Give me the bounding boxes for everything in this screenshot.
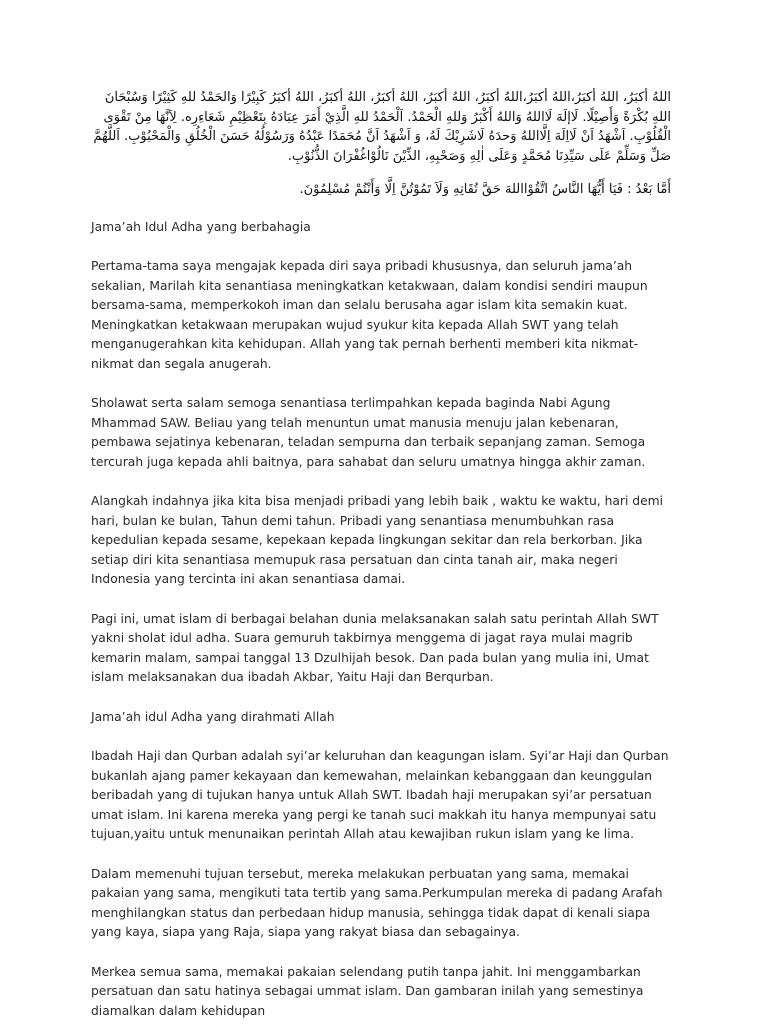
document-page [91, 88, 671, 1021]
paragraph-7: Merkea semua sama, memakai pakaian selendang putih tanpa jahit. Ini menggambarkan persatuan dan satu hatinya sebagai ummat islam. Dan gambaran inilah yang semestinya diamalkan dalam kehidupan [91, 964, 644, 1018]
arabic-opening-text: اللهُ أكبَرُ، اللهُ أكبَرُ،اللهُ أكبَرُ،اللهُ أكبَرُ، اللهُ أكبَرُ، اللهُ أكبَرُ، اللهُ أكبَرُ، اللهُ أكبَرُ كَبِيْرًا وَالحَمْدُ للهِ كَثِيْرًا وَسُبْحَانَ اللهِ بُكْرَةً وَأَصِيْلًا. لَاإلَهَ لَااللهُ وَاللهُ أَكْبَرُ وَللهِ الْحَمْدُ. اَلْحَمْدُ للهِ الَّذِيْ أَمَرَ عِبَادَهُ بِتَعْظِيْمِ شَعَاءِرِه. لِاَنَّهَا مِنْ تَقْوَى الْقُلُوْبِ. اَشْهَدُ اَنْ لَااِلَهَ اِلَّااللهُ وَحدَهُ لَاشَرِيْكَ لَهُ، وَ اَشْهَدُ اَنَّ مُحَمَدًا عَبْدُهُ وَرَسُوْلُهُ حَسَنَ الْخُلُقِ وَالْمَحْبُوْبِ. اَللَّهُمَّ صَلِّ وَسَلِّمْ عَلَى سَيِّدِنَا مُحَمَّدٍ وَعَلَى اٰلِهِ وَصَحْبِهِ، الذِّيْنَ نَالُوْاغُفْرَانَ الذُّنُوْبِ. [93, 90, 671, 164]
paragraph-6: Dalam memenuhi tujuan tersebut, mereka melakukan perbuatan yang sama, memakai pakaian yang sama, mengikuti tata tertib yang sama.Perkumpulan mereka di padang Arafah menghilangkan status dan perbedaan hidup manusia, sehingga tidak dapat di kenali siapa yang kaya, siapa yang Raja, siapa yang rakyat biasa dan sebagainya. [91, 866, 663, 939]
paragraph-3: Alangkah indahnya jika kita bisa menjadi pribadi yang lebih baik , waktu ke waktu, hari demi hari, bulan ke bulan, Tahun demi tahun. Pribadi yang senantiasa menumbuhkan rasa kepedulian kepada sesame, kepekaan kepada lingkungan sekitar dan rela berkorban. Jika setiap diri kita senantiasa memupuk rasa persatuan dan cinta tanah air, maka negeri Indonesia yang tercinta ini akan senantiasa damai. [91, 494, 664, 586]
paragraph-5: Ibadah Haji dan Qurban adalah syi’ar keluruhan dan keagungan islam. Syi’ar Haji dan Qurban bukanlah ajang pamer kekayaan dan kemewahan, melainkan kebanggaan dan keunggulan beribadah yang di tujukan hanya untuk Allah SWT. Ibadah haji merupakan syi’ar persatuan umat islam. Ini karena mereka yang pergi ke tanah suci makkah itu hanya mempunyai satu tujuan,yaitu untuk menunaikan perintah Allah atau kewajiban rukun islam yang ke lima. [91, 749, 669, 841]
arabic-amma-badu-text: أَمَّا بَعْدُ : فَيَا أَيُّهَا النَّاسُ اتَّقُوْااللهَ حَقَّ تُقَاتِهِ وَلَاَ تَمُوْتُنَّ اِلَّا وَأَنْتُمْ مُسْلِمُوْنَ. [299, 182, 671, 197]
section-heading-1: Jama’ah Idul Adha yang berbahagia [91, 219, 311, 234]
section-heading-2: Jama’ah idul Adha yang dirahmati Allah [91, 709, 335, 724]
paragraph-1: Pertama-tama saya mengajak kepada diri saya pribadi khususnya, dan seluruh jama’ah sekalian, Marilah kita senantiasa meningkatkan ketakwaan, dalam kondisi sendiri maupun bersama-sama, memperkokoh iman dan selalu berusaha agar islam kita semakin kuat. Meningkatkan ketakwaan merupakan wujud syukur kita kepada Allah SWT yang telah menganugerahkan kita kehidupan. Allah yang tak pernah berhenti memberi kita nikmat-nikmat dan segala anugerah. [91, 259, 648, 371]
paragraph-2: Sholawat serta salam semoga senantiasa terlimpahkan kepada baginda Nabi Agung Mhammad SAW. Beliau yang telah menuntun umat manusia menuju jalan kebenaran, pembawa sejatinya kebenaran, teladan sempurna dan terbaik sepanjang zaman. Semoga tercurah juga kepada ahli baitnya, para sahabat dan seluru umatnya hingga akhir zaman. [91, 396, 646, 469]
paragraph-4: Pagi ini, umat islam di berbagai belahan dunia melaksanakan salah satu perintah Allah SWT yakni sholat idul adha. Suara gemuruh takbirnya menggema di jagat raya mulai magrib kemarin malam, sampai tanggal 13 Dzulhijah besok. Dan pada bulan yang mulia ini, Umat islam melaksanakan dua ibadah Akbar, Yaitu Haji dan Berqurban. [91, 611, 659, 684]
